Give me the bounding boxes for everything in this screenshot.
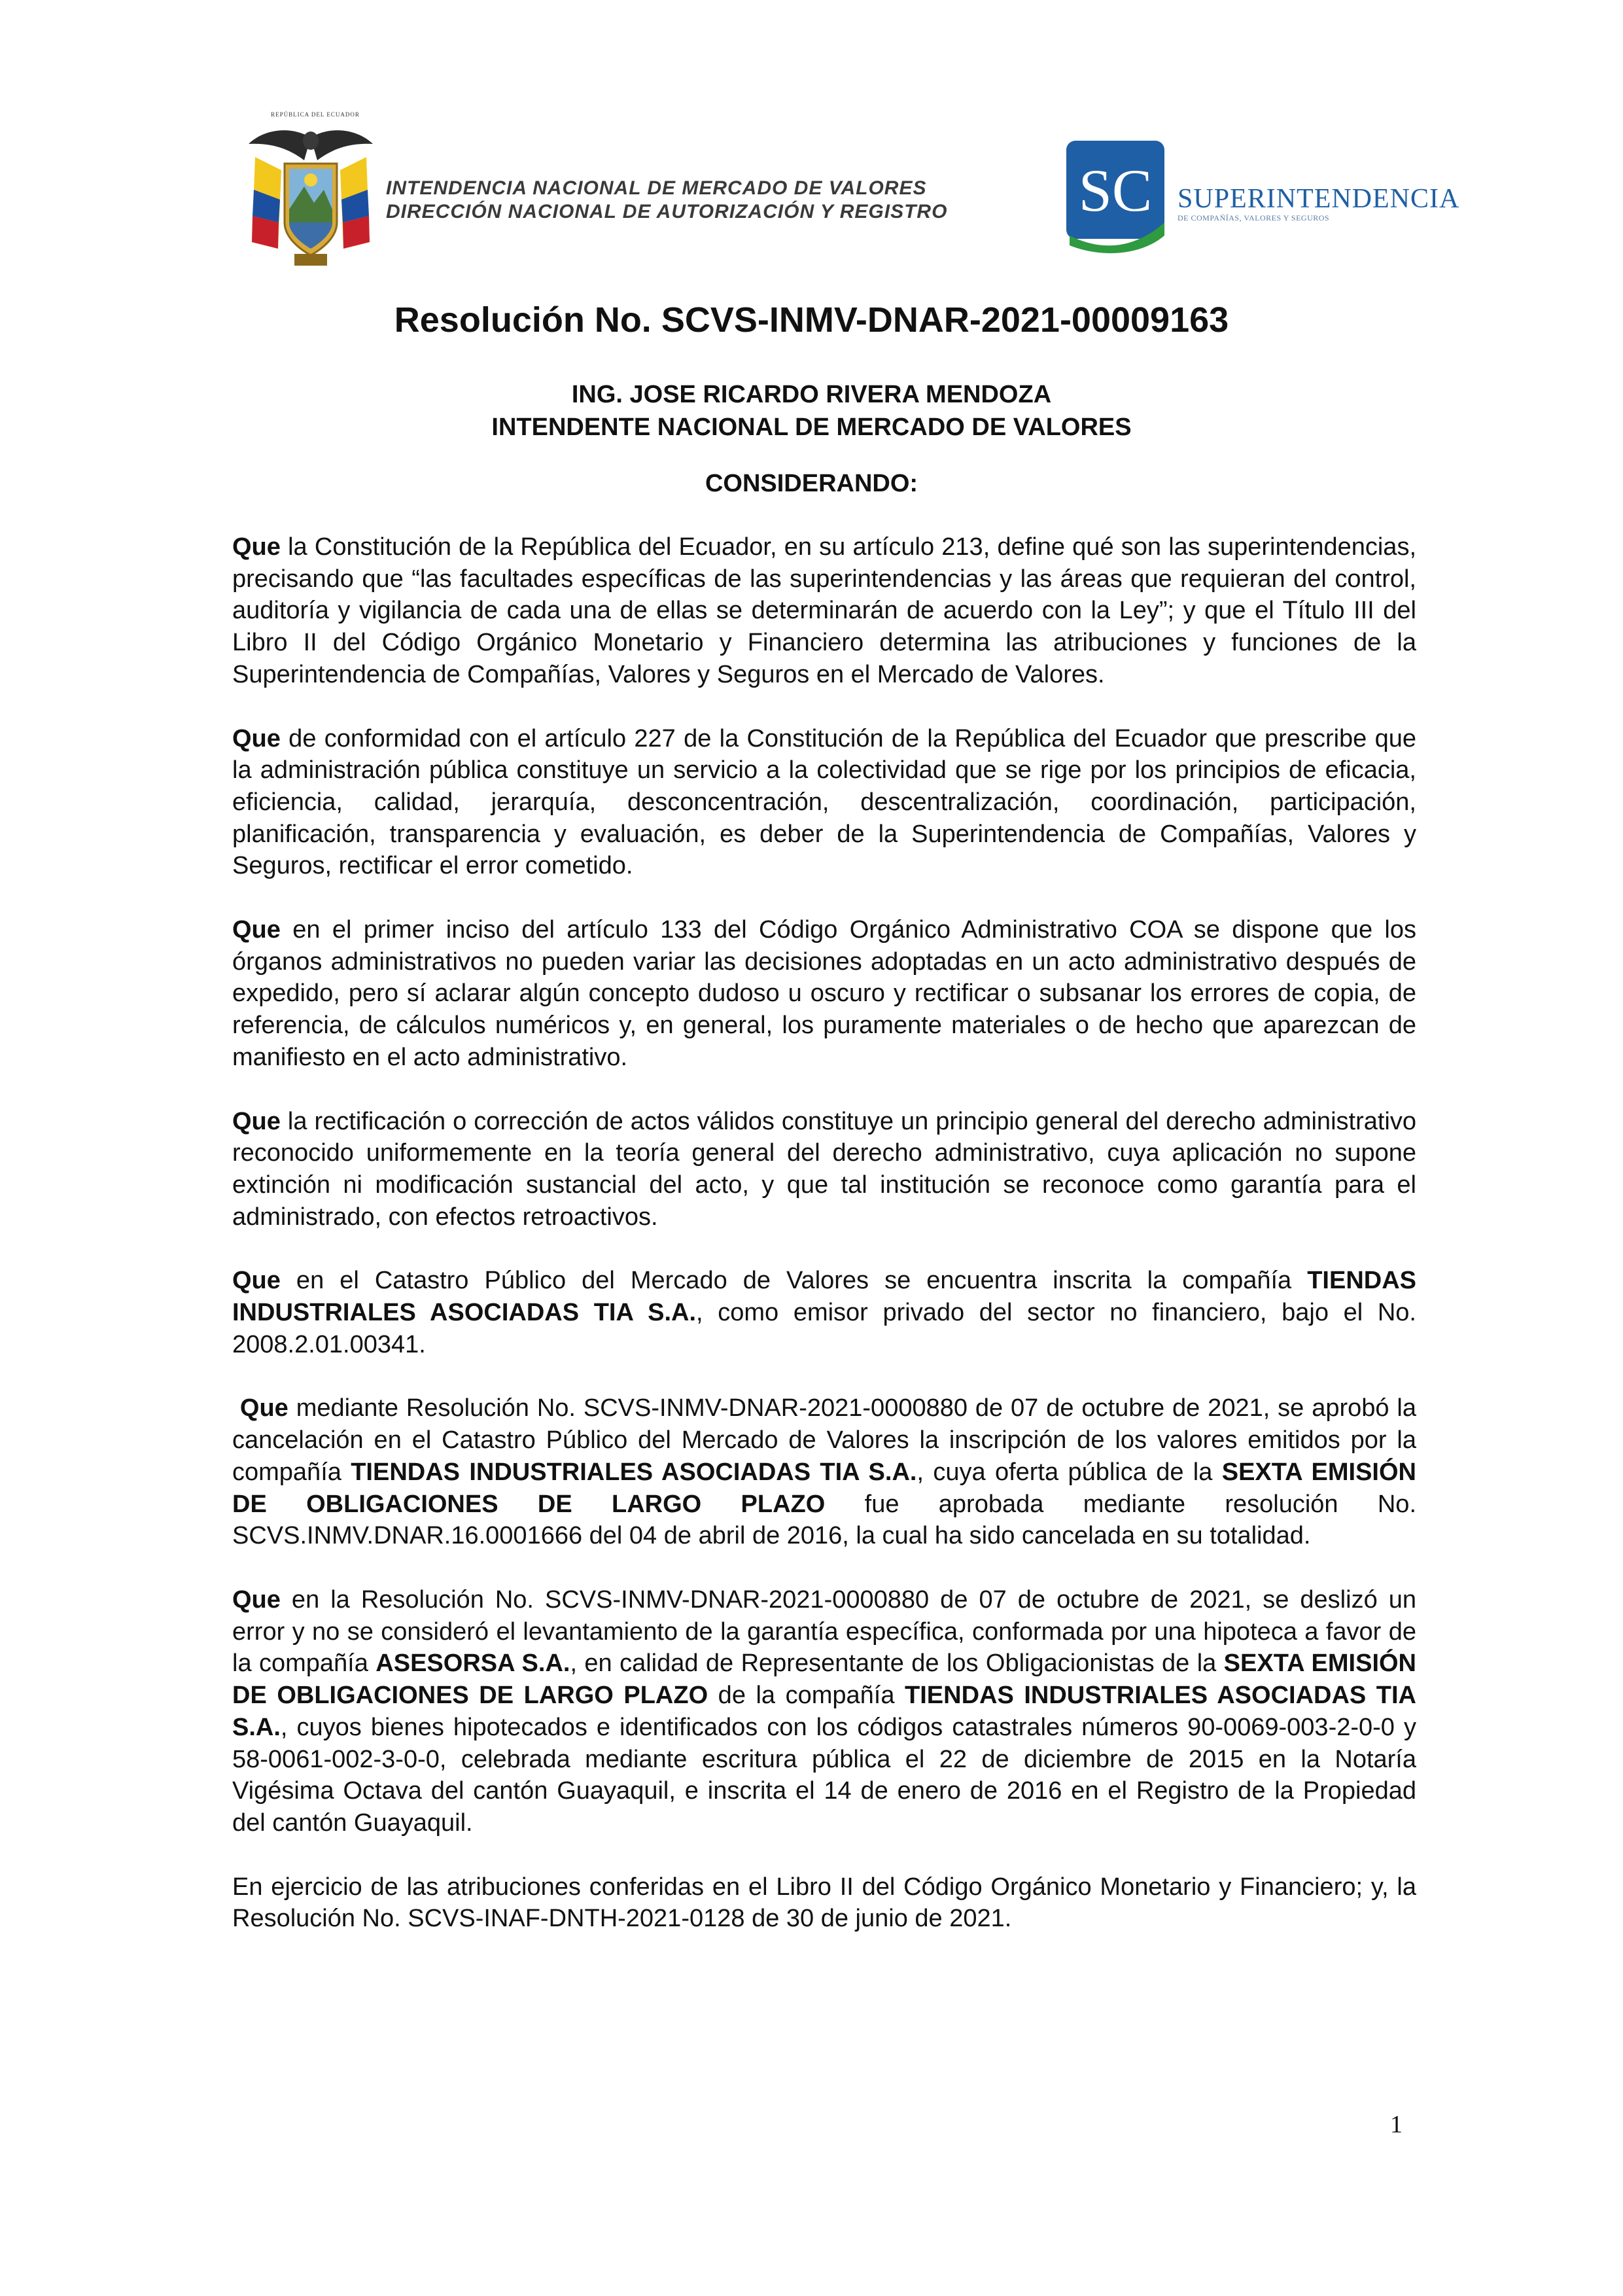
- emission-name: SEXTA EMISIÓN DE OBLIGACIONES DE LARGO PLAZO: [232, 1650, 1416, 1710]
- considerando-heading: CONSIDERANDO:: [705, 470, 918, 497]
- superintendencia-brand: [1178, 183, 1460, 223]
- paragraph-text: de conformidad con el artículo 227 de la Constitución de la República del Ecuador que prescribe que la administración pública constituye un servicio a la colectividad que se rige por los principios de eficacia, eficiencia, calidad, jerarquía, desconcentración, descentralización, coordinación, participación, planificación, transparencia y evaluación, es deber de la Superintendencia de Compañías, Valores y Seguros, rectificar el error cometido.: [232, 724, 1416, 880]
- resolution-title: Resolución No. SCVS-INMV-DNAR-2021-00009163: [394, 300, 1229, 340]
- paragraph-atribuciones: [232, 1871, 1416, 1935]
- paragraph-text: mediante Resolución No. SCVS-INMV-DNAR-2021-0000880 de 07 de octubre de 2021, se aprobó la cancelación en el Catastro Público del Mercado de Valores la inscripción de los valores emitidos por la compañía: [232, 1394, 1416, 1486]
- document-header: [236, 111, 1460, 281]
- official-name: ING. JOSE RICARDO RIVERA MENDOZA: [571, 381, 1052, 408]
- paragraph-constitucion: [232, 531, 1416, 691]
- brand-name: SUPERINTENDENCIA: [1178, 184, 1460, 214]
- brand-subtitle: DE COMPAÑÍAS, VALORES Y SEGUROS: [1178, 213, 1330, 222]
- ecuador-coat-of-arms: [242, 111, 379, 275]
- coat-of-arms-icon: [242, 111, 379, 275]
- emission-name: SEXTA EMISIÓN DE OBLIGACIONES DE LARGO PLAZO: [232, 1458, 1416, 1518]
- coat-caption: REPÚBLICA DEL ECUADOR: [271, 111, 360, 118]
- company-name: TIENDAS INDUSTRIALES ASOCIADAS TIA S.A.: [351, 1458, 917, 1486]
- paragraph-catastro: [232, 1265, 1416, 1360]
- paragraph-error-garantia: [232, 1584, 1416, 1839]
- paragraph-lead: Que: [232, 1107, 281, 1135]
- paragraph-lead: Que: [232, 533, 281, 561]
- paragraph-lead: Que: [232, 1267, 281, 1295]
- paragraph-lead: Que: [232, 916, 281, 944]
- paragraph-articulo-133: [232, 914, 1416, 1074]
- official-block: [0, 378, 1623, 444]
- paragraph-text: la Constitución de la República del Ecuador, en su artículo 213, define qué son las superintendencias, precisando que “las facultades específicas de las superintendencias y las áreas que requieran del control, auditoría y vigilancia de cada una de ellas se determinarán de acuerdo con la Ley”; y que el Título III del Libro II del Código Orgánico Monetario y Financiero determina las atribuciones y funciones de la Superintendencia de Compañías, Valores y Seguros en el Mercado de Valores.: [232, 533, 1416, 688]
- logo-letters: SC: [1078, 157, 1153, 224]
- paragraph-text: en el Catastro Público del Mercado de Valores se encuentra inscrita la compañía: [280, 1267, 1308, 1295]
- paragraph-text: en la Resolución No. SCVS-INMV-DNAR-2021-0000880 de 07 de octubre de 2021, se deslizó un error y no se consideró el levantamiento de la garantía específica, conformada por una hipoteca a favor de la compañía: [232, 1585, 1416, 1678]
- official-position: INTENDENTE NACIONAL DE MERCADO DE VALORES: [491, 414, 1132, 441]
- paragraph-cancelacion: [232, 1392, 1416, 1552]
- company-name: TIENDAS INDUSTRIALES ASOCIADAS TIA S.A.: [232, 1682, 1417, 1741]
- paragraph-text: En ejercicio de las atribuciones conferidas en el Libro II del Código Orgánico Monetario y Financiero; y, la Resolución No. SCVS-INAF-DNTH-2021-0128 de 30 de junio de 2021.: [232, 1873, 1416, 1933]
- paragraph-lead: Que: [239, 1394, 288, 1422]
- header-line-intendencia: INTENDENCIA NACIONAL DE MERCADO DE VALORES: [386, 177, 927, 199]
- resolution-body: [232, 531, 1416, 1967]
- paragraph-text: la rectificación o corrección de actos válidos constituye un principio general del derecho administrativo reconocido uniformemente en la teoría general del derecho administrativo, cuya aplicación no supone extinción ni modificación sustancial del acto, y que tal institución se reconoce como garantía para el administrado, con efectos retroactivos.: [232, 1107, 1416, 1231]
- paragraph-lead: Que: [232, 1585, 281, 1614]
- page-number: 1: [1390, 2111, 1403, 2138]
- header-line-direccion: DIRECCIÓN NACIONAL DE AUTORIZACIÓN Y REGISTRO: [386, 201, 948, 222]
- representative-name: ASESORSA S.A.: [375, 1650, 570, 1678]
- paragraph-lead: Que: [232, 724, 281, 752]
- paragraph-text: , cuya oferta pública de la: [916, 1458, 1222, 1486]
- paragraph-text: de la compañía: [708, 1682, 905, 1710]
- paragraph-text: , cuyos bienes hipotecados e identificados con los códigos catastrales números 90-0069-003-2-0-0 y 58-0061-002-3-0-0, celebrada mediante escritura pública el 22 de diciembre de 2015 en la Notaría Vigésima Octava del cantón Guayaquil, e inscrita el 14 de enero de 2016 en el Registro de la Propiedad del cantón Guayaquil.: [232, 1713, 1416, 1837]
- institution-header-text: [386, 177, 975, 224]
- paragraph-articulo-227: [232, 723, 1416, 883]
- paragraph-text: fue aprobada mediante resolución No. SCVS.INMV.DNAR.16.0001666 del 04 de abril de 2016, la cual ha sido cancelada en su totalidad.: [232, 1490, 1417, 1550]
- paragraph-text: en el primer inciso del artículo 133 del Código Orgánico Administrativo COA se dispone que los órganos administrativos no pueden variar las decisiones adoptadas en un acto administrativo después de expedido, pero sí aclarar algún concepto dudoso u oscuro y rectificar o subsanar los errores de copia, de referencia, de cálculos numéricos y, en general, los puramente materiales o de hecho que aparezcan de manifiesto en el acto administrativo.: [232, 916, 1416, 1071]
- superintendencia-logo-icon: [1063, 137, 1168, 255]
- paragraph-text: , en calidad de Representante de los Obligacionistas de la: [570, 1650, 1224, 1678]
- paragraph-rectificacion: [232, 1106, 1416, 1233]
- company-name: TIENDAS INDUSTRIALES ASOCIADAS TIA S.A.: [232, 1267, 1416, 1327]
- paragraph-text: , como emisor privado del sector no financiero, bajo el No. 2008.2.01.00341.: [232, 1299, 1416, 1358]
